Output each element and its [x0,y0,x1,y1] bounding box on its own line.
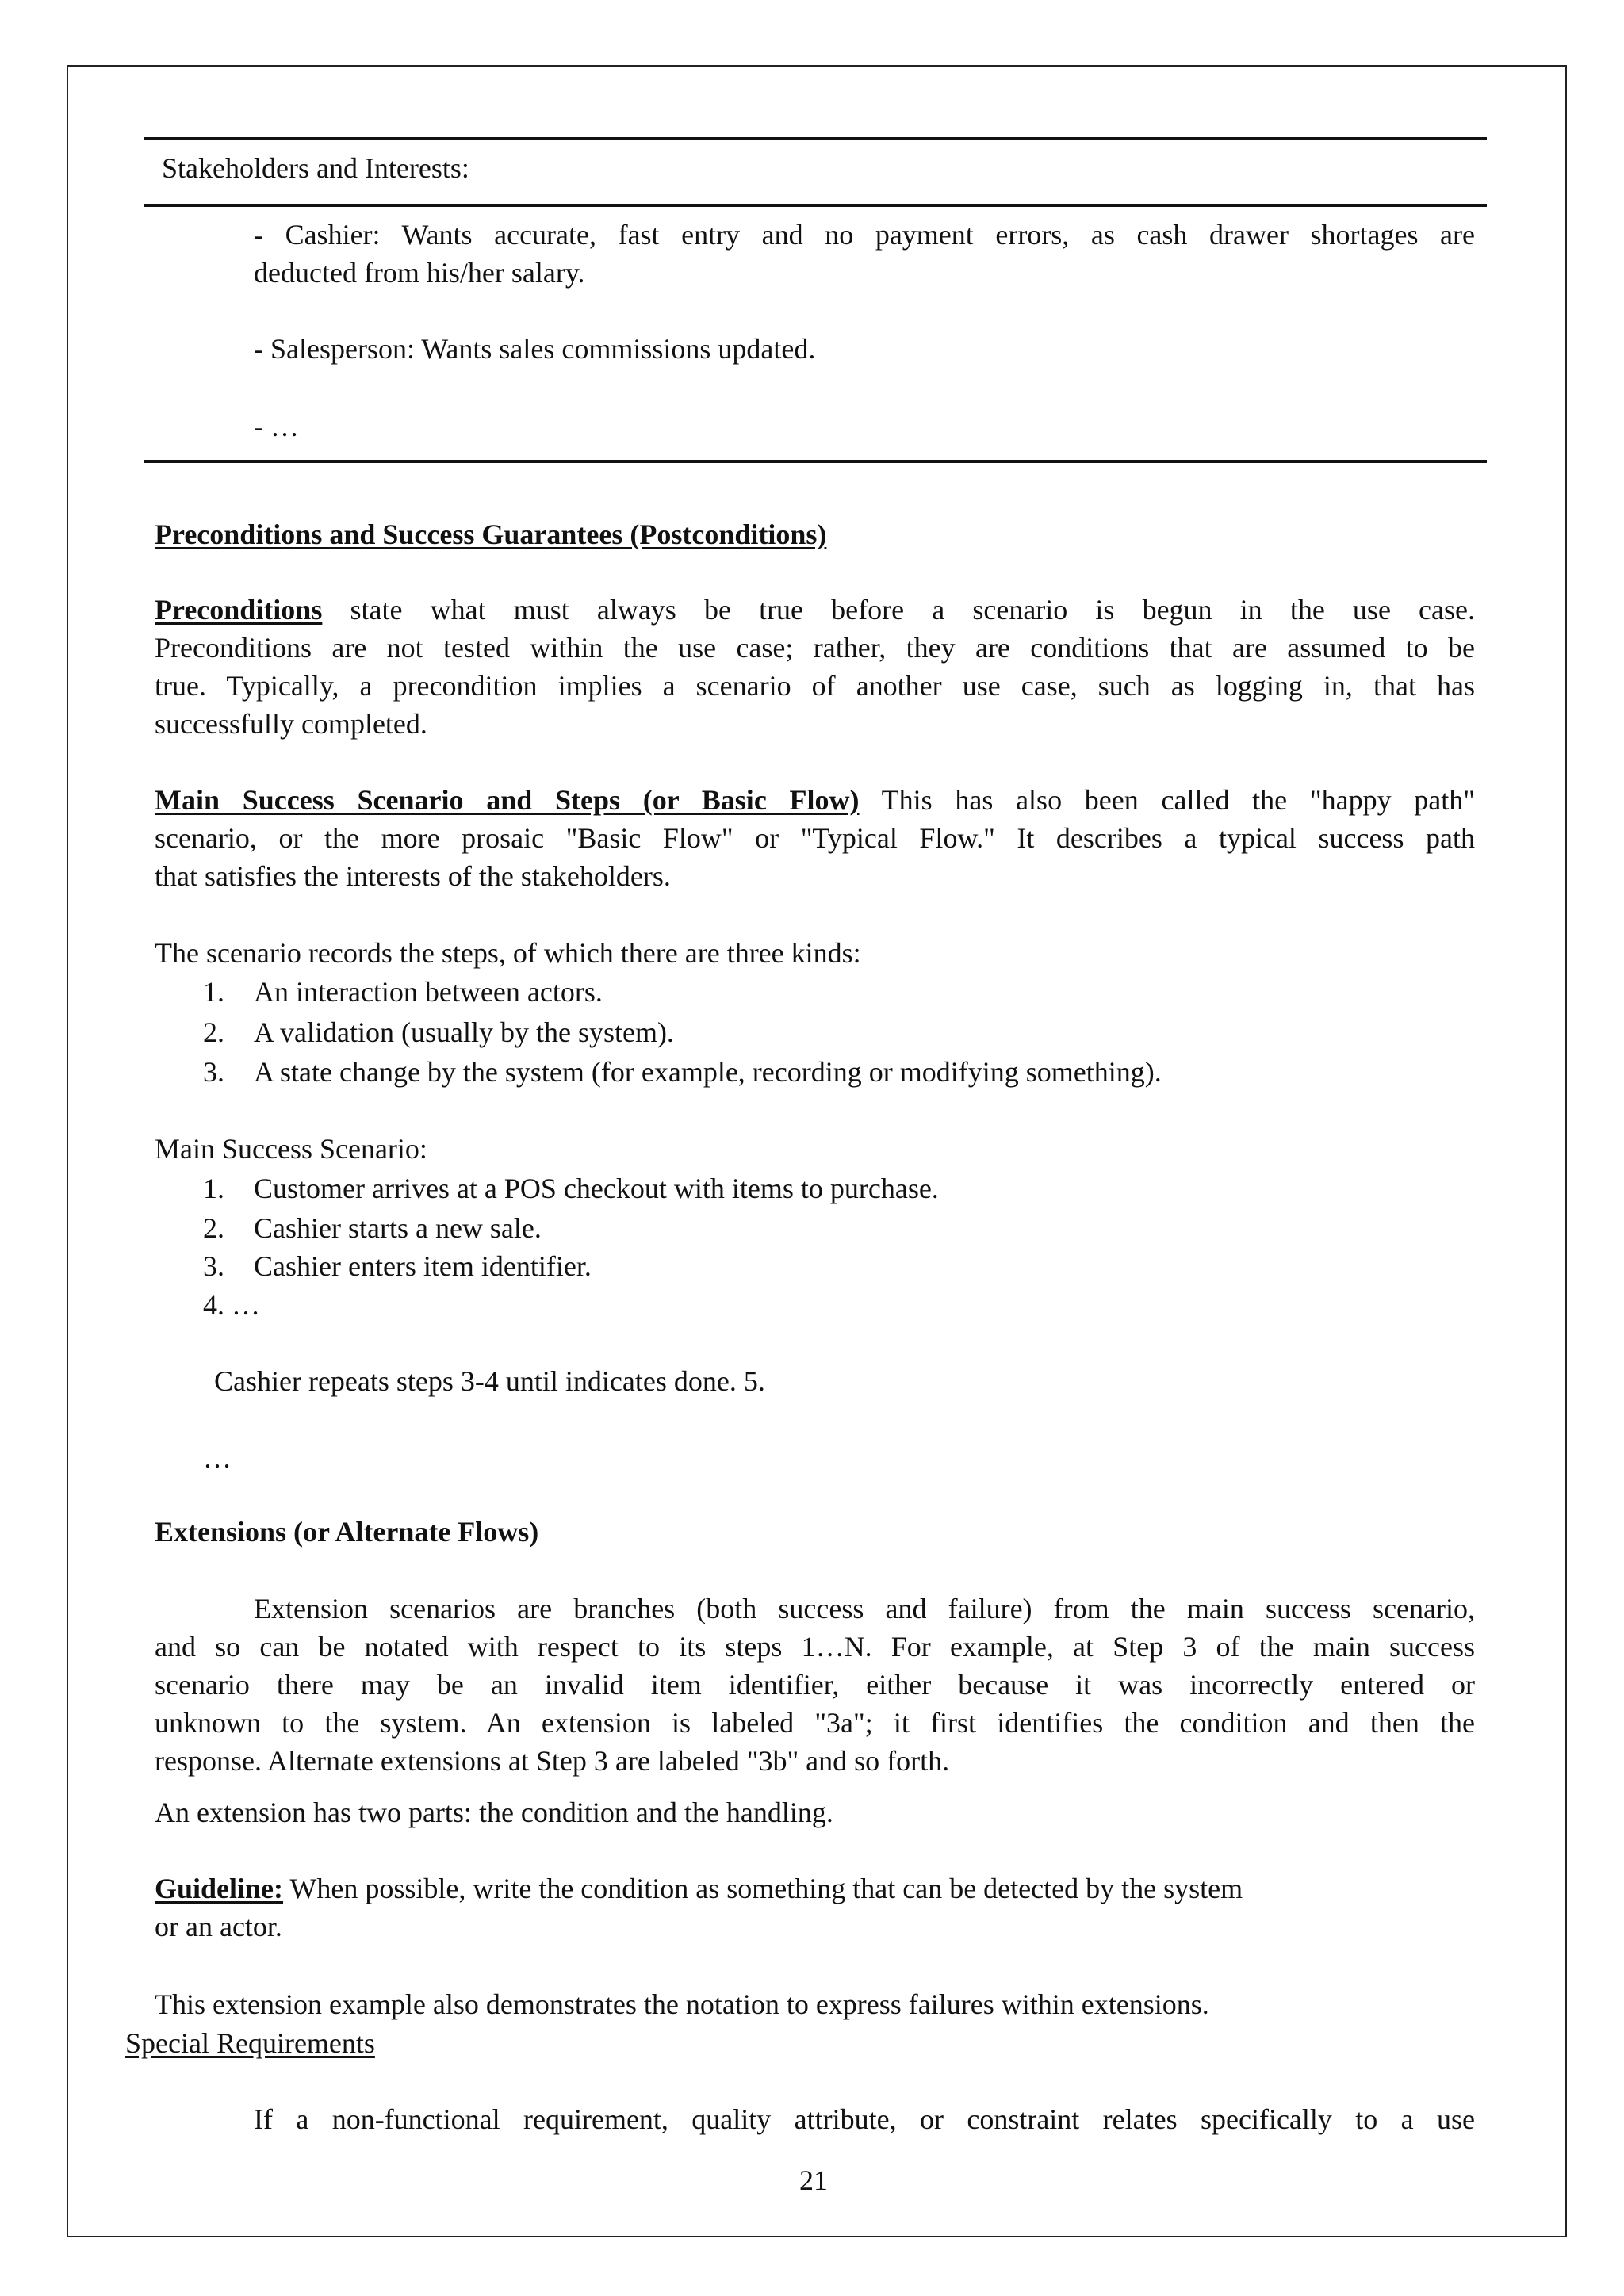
extensions-line1: Extension scenarios are branches (both success and failure) from the main success scenario, [254,1593,1475,1624]
list-item [203,1013,674,1052]
preconditions-line2: Preconditions are not tested within the use case; rather, they are conditions that are assumed to be [155,632,1475,664]
list-text: A validation (usually by the system). [254,1016,674,1048]
extension-example-line: This extension example also demonstrates the notation to express failures within extensions. [155,1988,1209,2020]
list-item [203,1053,1162,1092]
page-number: 21 [799,2164,828,2196]
cashier-interest-line2: deducted from his/her salary. [254,257,585,289]
preconditions-line1 [155,591,1475,629]
mss-item4: 4. … [203,1289,260,1321]
main-success-line1-text: This has also been called the "happy path" [881,784,1475,816]
list-item [203,1169,939,1208]
list-item [203,973,603,1012]
main-success-line3: that satisfies the interests of the stakeholders. [155,860,671,892]
list-text: Customer arrives at a POS checkout with items to purchase. [254,1173,939,1204]
list-item [203,1247,592,1286]
mss-ellipsis: … [203,1442,232,1474]
extensions-line2: and so can be notated with respect to its steps 1…N. For example, at Step 3 of the main success [155,1631,1475,1663]
table-rule-mid [144,204,1487,207]
preconditions-line1-text: state what must always be true before a scenario is begun in the use case. [350,594,1475,626]
stakeholders-ellipsis: - … [254,411,299,442]
list-number: 2. [203,1212,224,1244]
list-text: A state change by the system (for example, recording or modifying something). [254,1056,1162,1088]
extensions-heading: Extensions (or Alternate Flows) [155,1516,539,1548]
table-rule-bottom [144,460,1487,463]
steps-intro: The scenario records the steps, of which there are three kinds: [155,937,861,969]
preconditions-term: Preconditions [155,594,323,626]
mss-repeat: Cashier repeats steps 3-4 until indicates done. 5. [214,1365,765,1397]
pre-post-heading: Preconditions and Success Guarantees (Postconditions) [155,519,827,550]
extensions-parts: An extension has two parts: the condition and the handling. [155,1797,833,1828]
list-text: Cashier starts a new sale. [254,1212,542,1244]
stakeholders-heading: Stakeholders and Interests: [162,152,469,184]
guideline-term: Guideline: [155,1873,284,1904]
special-requirements-line1: If a non-functional requirement, quality attribute, or constraint relates specifically to a use [254,2103,1475,2135]
special-requirements-heading: Special Requirements [125,2027,375,2059]
list-number: 3. [203,1056,224,1088]
extensions-line5: response. Alternate extensions at Step 3 are labeled "3b" and so forth. [155,1745,950,1777]
guideline-line1-text: When possible, write the condition as something that can be detected by the system [289,1873,1243,1904]
list-number: 1. [203,976,224,1008]
preconditions-line3: true. Typically, a precondition implies a scenario of another use case, such as logging in, that has [155,670,1475,702]
guideline-line1 [155,1869,1243,1908]
preconditions-line4: successfully completed. [155,708,427,740]
table-rule-top [144,137,1487,140]
main-success-line2: scenario, or the more prosaic "Basic Flow" or "Typical Flow." It describes a typical success path [155,822,1475,854]
salesperson-interest: - Salesperson: Wants sales commissions updated. [254,333,816,365]
list-item [203,1209,542,1248]
list-number: 2. [203,1016,224,1048]
list-number: 3. [203,1250,224,1282]
extensions-line3: scenario there may be an invalid item identifier, either because it was incorrectly entered or [155,1669,1475,1701]
guideline-line2: or an actor. [155,1911,282,1942]
extensions-line4: unknown to the system. An extension is labeled "3a"; it first identifies the condition and then the [155,1707,1475,1739]
list-number: 1. [203,1173,224,1204]
cashier-interest-line1: - Cashier: Wants accurate, fast entry and no payment errors, as cash drawer shortages are [254,219,1475,251]
list-text: An interaction between actors. [254,976,603,1008]
main-success-term: Main Success Scenario and Steps (or Basic Flow) [155,784,860,816]
list-text: Cashier enters item identifier. [254,1250,592,1282]
mss-heading: Main Success Scenario: [155,1133,427,1165]
main-success-line1 [155,781,1475,820]
